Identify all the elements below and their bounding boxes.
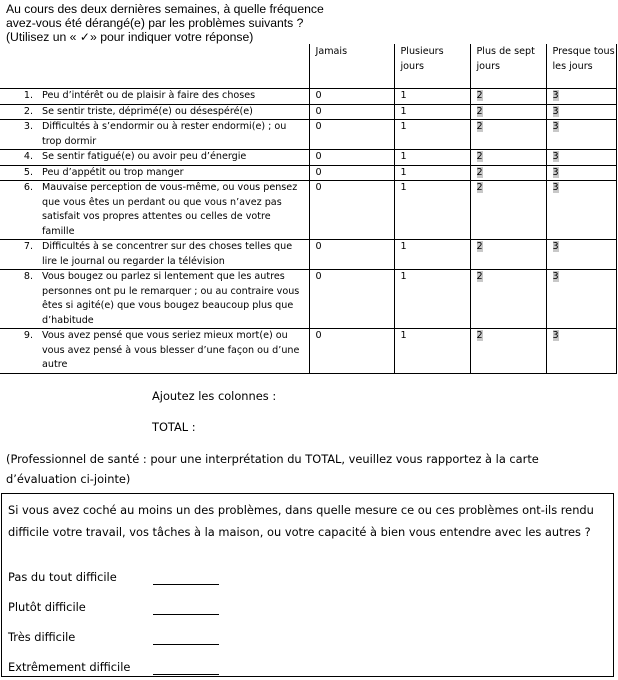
- score-cell-2[interactable]: [470, 104, 546, 120]
- score-value: 1: [400, 241, 407, 252]
- item-number: 9.: [23, 330, 33, 341]
- score-value: 1: [400, 105, 407, 117]
- item-cell: [0, 89, 309, 105]
- score-cell-0[interactable]: [309, 240, 394, 270]
- score-cell-2[interactable]: [470, 181, 546, 240]
- score-value: 3: [552, 182, 559, 193]
- score-cell-2[interactable]: [470, 89, 546, 105]
- score-value: 3: [552, 241, 559, 252]
- item-text: Mauvaise perception de vous-même, ou vous pensez que vous êtes un perdant ou que vous n’avez pas satisfait vos propres attentes ou celles de votre famille: [42, 182, 298, 237]
- item-number: 7.: [23, 241, 33, 252]
- item-number: 8.: [23, 271, 33, 282]
- score-cell-3[interactable]: [546, 240, 616, 270]
- score-cell-1[interactable]: [394, 165, 470, 181]
- header-blank-cell: [0, 44, 309, 89]
- column-header-jamais: Jamais: [309, 44, 394, 89]
- score-cell-2[interactable]: [470, 240, 546, 270]
- table-row: [0, 104, 616, 120]
- score-value: 0: [315, 166, 322, 178]
- instructions: [6, 2, 326, 44]
- item-cell: [0, 329, 309, 374]
- score-cell-3[interactable]: [546, 165, 616, 181]
- score-value: 3: [552, 90, 559, 101]
- item-number: 1.: [23, 90, 33, 101]
- score-value: 2: [476, 121, 483, 132]
- option-label: Plutôt difficile: [8, 600, 86, 614]
- item-number: 2.: [23, 105, 33, 117]
- score-value: 2: [476, 90, 483, 101]
- score-value: 1: [400, 151, 407, 162]
- score-value: 0: [315, 182, 322, 193]
- instructions-line-3: (Utilisez un « ✓» pour indiquer votre réponse): [6, 30, 254, 44]
- item-number: 3.: [23, 121, 33, 132]
- item-text: Vous bougez ou parlez si lentement que les autres personnes ont pu le remarquer ; ou au contraire vous êtes si agité(e) que vous bougez beaucoup plus que d’habitude: [42, 271, 300, 326]
- difficulty-question: Si vous avez coché au moins un des problèmes, dans quelle mesure ce ou ces problèmes ont-ils rendu difficile votre travail, vos tâches à la maison, ou votre capacité à bien vous entendre avec les autres ?: [8, 503, 594, 539]
- score-value: 0: [315, 330, 322, 341]
- item-text: Peu d’intérêt ou de plaisir à faire des choses: [42, 90, 256, 101]
- score-value: 0: [315, 241, 322, 252]
- item-cell: [0, 150, 309, 166]
- answer-blank-line[interactable]: [153, 674, 219, 675]
- score-cell-0[interactable]: [309, 329, 394, 374]
- item-text: Se sentir triste, déprimé(e) ou désespéré(e): [42, 105, 253, 117]
- score-value: 2: [476, 271, 483, 282]
- score-value: 2: [476, 241, 483, 252]
- answer-blank-line[interactable]: [153, 614, 219, 615]
- difficulty-option-pas-du-tout: [8, 570, 308, 590]
- instructions-line-2: avez-vous été dérangé(e) par les problèmes suivants ?: [6, 16, 304, 30]
- score-value: 2: [476, 182, 483, 193]
- score-cell-0[interactable]: [309, 181, 394, 240]
- score-cell-0[interactable]: [309, 89, 394, 105]
- item-text: Peu d’appétit ou trop manger: [42, 166, 184, 178]
- score-value: 0: [315, 271, 322, 282]
- item-number: 4.: [23, 151, 33, 162]
- item-number: 6.: [23, 182, 33, 193]
- item-cell: [0, 104, 309, 120]
- score-value: 3: [552, 271, 559, 282]
- option-label: Très difficile: [8, 630, 76, 644]
- score-cell-0[interactable]: [309, 165, 394, 181]
- score-cell-1[interactable]: [394, 181, 470, 240]
- difficulty-option-tres: [8, 630, 308, 650]
- item-cell: [0, 270, 309, 329]
- score-cell-0[interactable]: [309, 120, 394, 150]
- score-cell-3[interactable]: [546, 270, 616, 329]
- item-cell: [0, 240, 309, 270]
- score-cell-1[interactable]: [394, 329, 470, 374]
- item-text: Difficultés à se concentrer sur des choses telles que lire le journal ou regarder la télévision: [42, 241, 293, 267]
- table-row: [0, 240, 616, 270]
- score-cell-2[interactable]: [470, 150, 546, 166]
- score-cell-3[interactable]: [546, 150, 616, 166]
- difficulty-option-extremement: [8, 660, 308, 680]
- score-cell-2[interactable]: [470, 165, 546, 181]
- column-header-presque-tous-les-jours: Presque tous les jours: [546, 44, 616, 89]
- score-value: 2: [476, 105, 483, 117]
- item-number: 5.: [23, 166, 33, 178]
- score-cell-3[interactable]: [546, 89, 616, 105]
- score-value: 2: [476, 166, 483, 178]
- score-value: 1: [400, 166, 407, 178]
- table-header-row: [0, 44, 616, 89]
- score-cell-1[interactable]: [394, 270, 470, 329]
- score-cell-0[interactable]: [309, 104, 394, 120]
- table-row: [0, 89, 616, 105]
- difficulty-option-plutot: [8, 600, 308, 620]
- score-cell-3[interactable]: [546, 120, 616, 150]
- score-value: 1: [400, 271, 407, 282]
- table-row: [0, 120, 616, 150]
- difficulty-question-box: [1, 493, 614, 677]
- score-cell-1[interactable]: [394, 120, 470, 150]
- score-value: 0: [315, 151, 322, 162]
- score-cell-2[interactable]: [470, 120, 546, 150]
- table-row: [0, 329, 616, 374]
- item-text: Difficultés à s’endormir ou à rester endormi(e) ; ou trop dormir: [42, 121, 287, 147]
- column-header-plusieurs-jours: Plusieurs jours: [394, 44, 470, 89]
- item-text: Se sentir fatigué(e) ou avoir peu d’énergie: [42, 151, 247, 162]
- item-cell: [0, 181, 309, 240]
- score-value: 1: [400, 121, 407, 132]
- score-cell-2[interactable]: [470, 270, 546, 329]
- score-cell-3[interactable]: [546, 104, 616, 120]
- instructions-line-1: Au cours des deux dernières semaines, à quelle fréquence: [6, 2, 324, 16]
- score-value: 3: [552, 105, 559, 117]
- column-header-plus-de-sept-jours: Plus de sept jours: [470, 44, 546, 89]
- score-cell-1[interactable]: [394, 89, 470, 105]
- option-label: Extrêmement difficile: [8, 660, 131, 674]
- item-text: Vous avez pensé que vous seriez mieux mort(e) ou vous avez pensé à vous blesser d’une façon ou d’une autre: [42, 330, 300, 370]
- score-cell-1[interactable]: [394, 150, 470, 166]
- score-cell-0[interactable]: [309, 270, 394, 329]
- score-value: 1: [400, 182, 407, 193]
- table-row: [0, 165, 616, 181]
- score-cell-1[interactable]: [394, 240, 470, 270]
- score-cell-0[interactable]: [309, 150, 394, 166]
- clinician-note: (Professionnel de santé : pour une interprétation du TOTAL, veuillez vous rapportez à la carte d’évaluation ci-jointe): [6, 452, 539, 486]
- score-value: 0: [315, 121, 322, 132]
- item-cell: [0, 165, 309, 181]
- score-value: 3: [552, 166, 559, 178]
- table-row: [0, 270, 616, 329]
- score-value: 0: [315, 90, 322, 101]
- answer-blank-line[interactable]: [153, 644, 219, 645]
- option-label: Pas du tout difficile: [8, 570, 117, 584]
- score-cell-1[interactable]: [394, 104, 470, 120]
- score-value: 2: [476, 151, 483, 162]
- table-row: [0, 150, 616, 166]
- score-value: 1: [400, 330, 407, 341]
- score-value: 0: [315, 105, 322, 117]
- score-cell-3[interactable]: [546, 181, 616, 240]
- score-value: 3: [552, 121, 559, 132]
- total-label: TOTAL :: [152, 420, 196, 434]
- score-cell-2[interactable]: [470, 329, 546, 374]
- item-cell: [0, 120, 309, 150]
- table-row: [0, 181, 616, 240]
- phq9-table: [0, 44, 617, 374]
- score-value: 3: [552, 151, 559, 162]
- answer-blank-line[interactable]: [153, 584, 219, 585]
- score-cell-3[interactable]: [546, 329, 616, 374]
- score-value: 1: [400, 90, 407, 101]
- add-columns-label: Ajoutez les colonnes :: [152, 389, 277, 403]
- score-value: 2: [476, 330, 483, 341]
- score-value: 3: [552, 330, 559, 341]
